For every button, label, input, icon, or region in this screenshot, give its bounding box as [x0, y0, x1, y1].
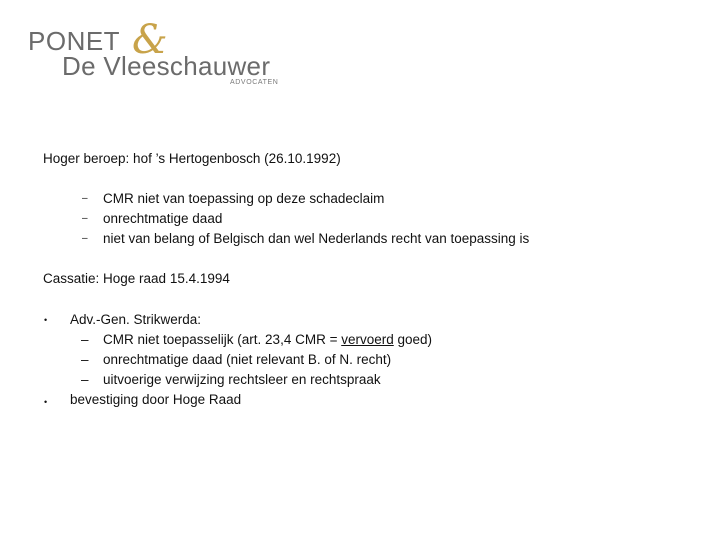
section2-item: bevestiging door Hoge Raad — [70, 392, 242, 407]
section2-subitem — [103, 331, 432, 349]
logo-line-ponet: PONET — [28, 26, 121, 56]
logo-line-devleeschauwer: De Vleeschauwer — [62, 51, 271, 81]
dash-marker: – — [82, 213, 88, 224]
logo-ampersand: & — [132, 17, 168, 63]
sub-dash-marker: – — [81, 372, 89, 387]
logo-line-advocaten: ADVOCATEN — [230, 79, 279, 86]
underlined-term: vervoerd — [341, 332, 394, 347]
section1-item: CMR niet van toepassing op deze schadeclaim — [103, 191, 385, 206]
section1-heading: Hoger beroep: hof ’s Hertogenbosch (26.10.1992) — [43, 151, 341, 166]
section1-item: niet van belang of Belgisch dan wel Nederlands recht van toepassing is — [103, 231, 530, 246]
sub-dash-marker: – — [81, 332, 89, 347]
section2-subitem: uitvoerige verwijzing rechtsleer en rechtspraak — [103, 372, 381, 387]
dash-marker: – — [82, 233, 88, 244]
section2-item: Adv.-Gen. Strikwerda: — [70, 312, 202, 327]
section2-subitem: onrechtmatige daad (niet relevant B. of N. recht) — [103, 352, 392, 367]
subitem-text: CMR niet toepasselijk (art. 23,4 CMR = — [103, 332, 342, 347]
bullet-marker: • — [44, 315, 48, 325]
section1-item: onrechtmatige daad — [103, 211, 223, 226]
subitem-text: goed) — [393, 332, 433, 347]
bullet-marker: • — [44, 397, 48, 407]
section2-heading: Cassatie: Hoge raad 15.4.1994 — [43, 271, 230, 286]
dash-marker: – — [82, 193, 88, 204]
sub-dash-marker: – — [81, 352, 89, 367]
